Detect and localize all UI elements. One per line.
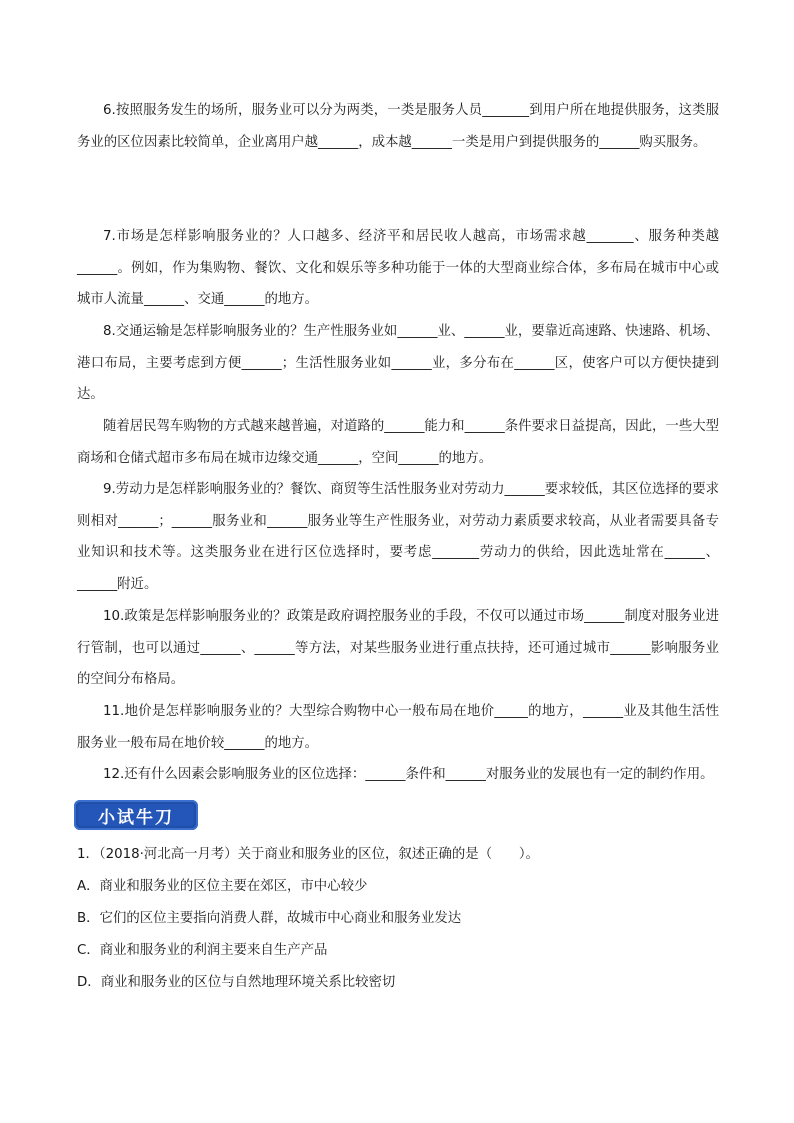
question-1-stem: 1．（2018·河北高一月考）关于商业和服务业的区位，叙述正确的是（ ）。 xyxy=(77,847,539,862)
question-1-option-c: C．商业和服务业的利润主要来自生产产品 xyxy=(77,943,328,958)
paragraph-6: 6.按照服务发生的场所，服务业可以分为两类，一类是服务人员_______到用户所在地提供服务，这类服务业的区位因素比较简单，企业离用户越______，成本越______一类是用户到提供服务的______购买服务。 xyxy=(77,103,719,150)
question-1-option-d: D．商业和服务业的区位与自然地理环境关系比较密切 xyxy=(77,975,396,990)
paragraph-10: 10.政策是怎样影响服务业的？政策是政府调控服务业的手段，不仅可以通过市场______制度对服务业进行管制，也可以通过______、______等方法，对某些服务业进行重点扶持，还可通过城市______影响服务业的空间分布格局。 xyxy=(77,609,719,688)
section-badge-inner xyxy=(78,804,194,826)
paragraph-8: 8.交通运输是怎样影响服务业的？生产性服务业如______业、______业，要靠近高速路、快速路、机场、港口布局，主要考虑到方便______；生活性服务业如______业，多分布在______区，使客户可以方便快捷到达。 xyxy=(77,324,719,403)
section-badge-label: 小试牛刀 xyxy=(98,807,174,828)
paragraph-11: 11.地价是怎样影响服务业的？大型综合购物中心一般布局在地价_____的地方，______业及其他生活性服务业一般布局在地价较______的地方。 xyxy=(77,704,719,751)
section-badge xyxy=(74,800,198,830)
paragraph-9: 9.劳动力是怎样影响服务业的？餐饮、商贸等生活性服务业对劳动力______要求较低，其区位选择的要求则相对______；______服务业和______服务业等生产性服务业，对劳动力素质要求较高，从业者需要具备专业知识和技术等。这类服务业在进行区位选择时，要考虑_______劳动力的供给，因此选址常在______、______附近。 xyxy=(77,482,719,592)
question-1-option-b: B．它们的区位主要指向消费人群，故城市中心商业和服务业发达 xyxy=(77,911,462,926)
paragraph-12: 12.还有什么因素会影响服务业的区位选择：______条件和______对服务业的发展也有一定的制约作用。 xyxy=(103,767,714,782)
paragraph-7: 7.市场是怎样影响服务业的？人口越多、经济平和居民收人越高，市场需求越_______、服务种类越______。例如，作为集购物、餐饮、文化和娱乐等多种功能于一体的大型商业综合体，多布局在城市中心或城市人流量______、交通______的地方。 xyxy=(77,229,719,308)
paragraph-8-continued: 随着居民驾车购物的方式越来越普遍，对道路的______能力和______条件要求日益提高，因此，一些大型商场和仓储式超市多布局在城市边缘交通______，空间______的地方。 xyxy=(77,419,719,466)
question-1-option-a: A．商业和服务业的区位主要在郊区，市中心较少 xyxy=(77,879,368,894)
